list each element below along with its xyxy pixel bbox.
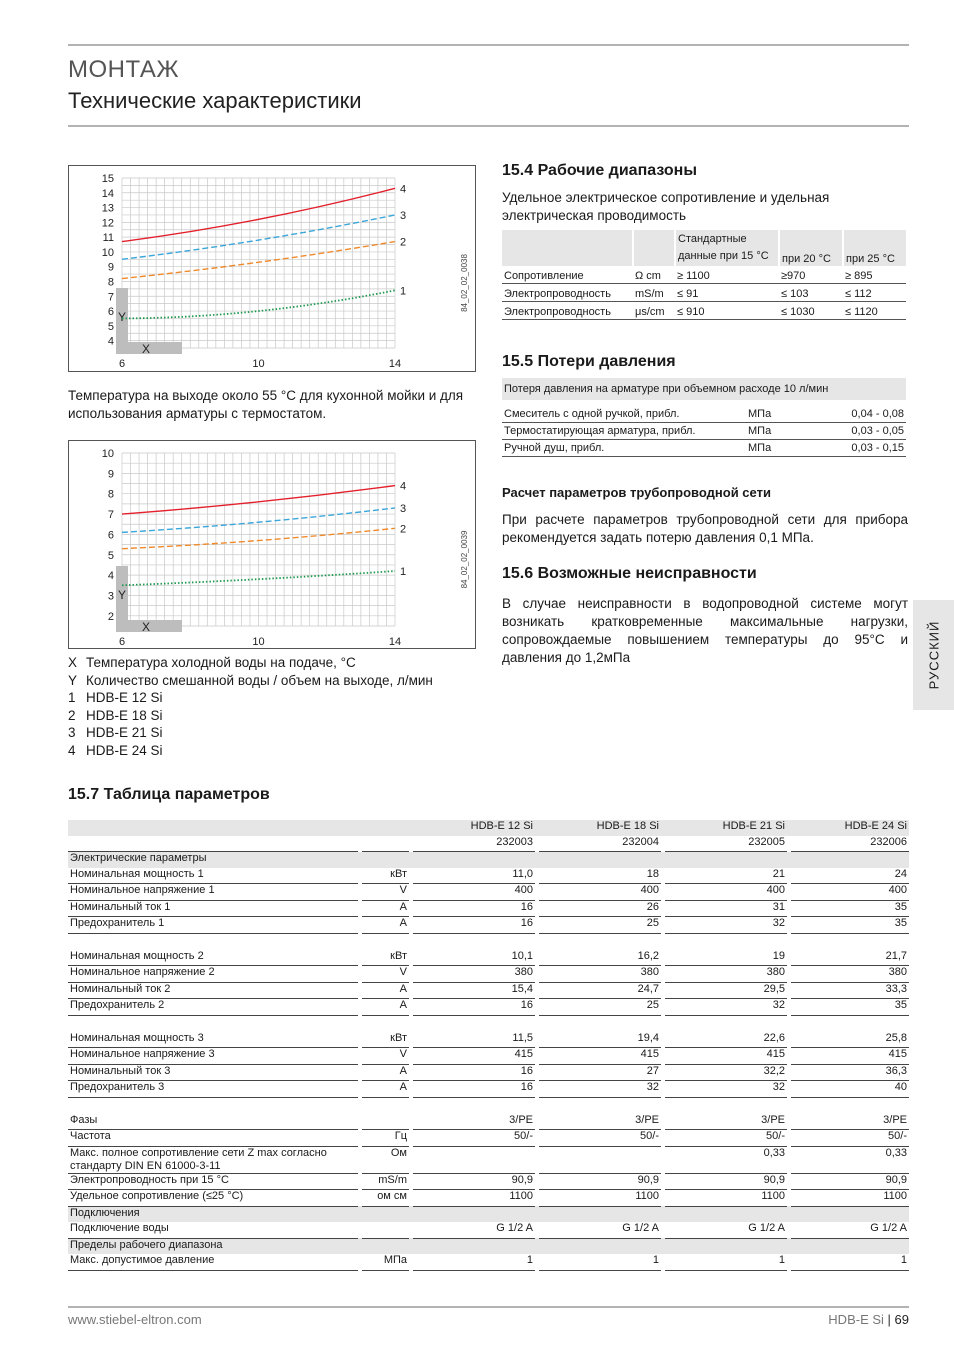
model-name: HDB-E 24 Si [791,820,909,836]
param-label: Частота [68,1130,358,1147]
y-tick-label: 9 [107,261,114,274]
heading-15-4: 15.4 Рабочие диапазоны [502,162,697,179]
y-tick-label: 6 [107,529,114,542]
y-tick-label: 15 [101,173,114,185]
y-tick-label: 10 [101,448,114,460]
language-tab: РУССКИЙ [913,600,954,710]
x-tick-label: 10 [252,358,265,370]
param-value: 90,9 [539,1173,661,1190]
top-rule [68,44,909,46]
param-unit: Гц [362,1130,409,1147]
param-value: 380 [791,966,909,983]
col-20: при 20 °C [779,230,843,266]
param-value: 415 [539,1048,661,1065]
table-row [68,950,909,966]
param-unit: mS/m [362,1173,409,1190]
pipe-calc-text: При расчете параметров трубопроводной сети для прибора рекомендуется задать потерю давления 0,1 МПа. [502,512,908,545]
x-axis-label: X [142,342,151,356]
y-tick-label: 12 [101,217,114,230]
param-value: 24,7 [539,982,661,999]
table-row: Сопротивление Ω cm ≥ 1100 ≥970 ≥ 895 [502,266,906,284]
y-axis-label: Y [118,588,127,602]
param-value: G 1/2 A [791,1222,909,1238]
param-value: 380 [665,966,787,983]
param-value: 3/PE [791,1114,909,1130]
pressure-loss-table [502,378,906,457]
y-tick-label: 11 [102,232,114,245]
section-title: МОНТАЖ [68,56,180,83]
model-name: HDB-E 12 Si [413,820,535,836]
param-value: 1 [665,1254,787,1270]
table-row [68,1048,909,1065]
legend-item: 3 HDB-E 21 Si [68,725,163,740]
param-value: 32 [665,999,787,1016]
param-value: 50/- [539,1130,661,1147]
param-value: 36,3 [791,1064,909,1081]
page-title: Технические характеристики [68,88,362,113]
param-value: 90,9 [413,1173,535,1190]
param-value: 1100 [665,1190,787,1207]
y-tick-label: 6 [107,306,114,319]
param-value: 1100 [791,1190,909,1207]
legend-item: 1 HDB-E 12 Si [68,690,163,705]
param-value: 415 [791,1048,909,1065]
order-number: 232005 [665,836,787,852]
series-label: 3 [400,502,407,515]
pipe-calc-heading: Расчет параметров трубопроводной сети [502,485,771,500]
param-unit: A [362,999,409,1016]
param-value: 400 [413,884,535,901]
param-value: 16 [413,917,535,934]
y-tick-label: 13 [101,202,114,215]
legend-item: X Температура холодной воды на подаче, °C [68,655,356,670]
series-label: 1 [400,285,407,298]
parameter-table [68,820,909,1271]
param-label: Номинальная мощность 2 [68,950,358,966]
param-unit: кВт [362,868,409,884]
param-value: 32 [665,917,787,934]
section-label: Электрические параметры [68,852,909,868]
param-unit: V [362,884,409,901]
chart-legend [68,654,433,759]
param-value: 25,8 [791,1032,909,1048]
param-value: 19 [665,950,787,966]
param-label: Номинальное напряжение 2 [68,966,358,983]
param-label: Предохранитель 2 [68,999,358,1016]
legend-item: 2 HDB-E 18 Si [68,707,163,723]
param-unit: кВт [362,950,409,966]
param-value: G 1/2 A [665,1222,787,1238]
param-value: 40 [791,1081,909,1098]
spacer-row [68,1097,909,1114]
flow-chart-2 [68,440,476,649]
param-label: Номинальное напряжение 1 [68,884,358,901]
param-value: 50/- [413,1130,535,1147]
table-row [68,1032,909,1048]
spacer-row [68,1015,909,1032]
section-label: Подключения [68,1206,909,1222]
section-row [68,1238,909,1254]
heading-15-6: 15.6 Возможные неисправности [502,565,757,582]
footer-url[interactable]: www.stiebel-eltron.com [68,1312,202,1327]
table-row: Термостатирующая арматура, прибл. МПа 0,03 - 0,05 [502,423,906,440]
y-axis-label: Y [118,310,127,324]
param-label: Макс. полное сопротивление сети Z max согласно стандарту DIN EN 61000-3-11 [68,1146,358,1173]
param-value: 35 [791,999,909,1016]
param-label: Номинальный ток 1 [68,900,358,917]
param-unit: ом см [362,1190,409,1207]
y-tick-label: 2 [107,610,114,623]
param-value: 1100 [413,1190,535,1207]
order-number: 232006 [791,836,909,852]
chart-caption: Температура на выходе около 55 °C для кухонной мойки и для использования арматуры с термостатом. [68,388,464,421]
series-label: 4 [400,480,407,493]
param-unit: A [362,900,409,917]
param-value: 29,5 [665,982,787,999]
table-row [68,1190,909,1207]
param-value: 1100 [539,1190,661,1207]
param-value: 24 [791,868,909,884]
param-value: 35 [791,900,909,917]
param-value: 415 [665,1048,787,1065]
param-value: G 1/2 A [539,1222,661,1238]
heading-15-5: 15.5 Потери давления [502,353,676,370]
param-value: 21 [665,868,787,884]
table-row [68,1146,909,1173]
param-value: 3/PE [539,1114,661,1130]
y-tick-label: 9 [107,468,114,481]
param-unit: A [362,1081,409,1098]
legend-item: 4 HDB-E 24 Si [68,742,163,758]
param-value: 380 [413,966,535,983]
flow-chart-2-svg [69,441,475,648]
table-row: Электропроводность μs/cm ≤ 910 ≤ 1030 ≤ 1120 [502,302,906,320]
col-25: при 25 °C [843,230,906,266]
col-std: Стандартные данные при 15 °C [675,230,779,266]
param-unit: A [362,917,409,934]
param-value: 26 [539,900,661,917]
param-value: 1 [791,1254,909,1270]
table-row [68,917,909,934]
series-label: 2 [400,523,407,536]
x-tick-label: 6 [118,358,126,370]
param-value: 50/- [665,1130,787,1147]
table-row [68,1114,909,1130]
param-value: 16 [413,900,535,917]
param-value: 3/PE [413,1114,535,1130]
order-number: 232003 [413,836,535,852]
y-tick-label: 8 [107,488,114,501]
param-value: 32,2 [665,1064,787,1081]
param-value: 16,2 [539,950,661,966]
footer-page-info: HDB-E Si | 69 [828,1312,909,1327]
flow-chart-1 [68,165,476,372]
pressure-loss-caption: Потеря давления на арматуре при объемном расходе 10 л/мин [502,378,906,400]
resistivity-intro: Удельное электрическое сопротивление и удельная электрическая проводимость [502,190,830,223]
table-row [68,982,909,999]
model-name: HDB-E 21 Si [665,820,787,836]
image-code: 84_02_02_0038 [460,254,469,312]
y-tick-label: 4 [107,335,114,348]
param-label: Подключение воды [68,1222,358,1238]
param-value: 0,33 [791,1146,909,1173]
param-value: 18 [539,868,661,884]
param-value: 16 [413,1064,535,1081]
section-label: Пределы рабочего диапазона [68,1238,909,1254]
table-row: Электропроводность mS/m ≤ 91 ≤ 103 ≤ 112 [502,284,906,302]
resistivity-table [502,230,906,320]
x-tick-label: 14 [388,636,402,648]
flow-chart-1-svg [69,166,475,371]
param-label: Предохранитель 1 [68,917,358,934]
param-unit: V [362,966,409,983]
y-tick-label: 7 [107,291,114,304]
table-row: Смеситель с одной ручкой, прибл. МПа 0,04 - 0,08 [502,406,906,423]
header-rule [68,125,909,127]
param-value: 31 [665,900,787,917]
param-value: 400 [791,884,909,901]
param-unit: V [362,1048,409,1065]
section-row [68,1206,909,1222]
param-label: Предохранитель 3 [68,1081,358,1098]
code-header-row [68,836,909,852]
table-row [68,1130,909,1147]
param-value: 11,5 [413,1032,535,1048]
legend-item: Y Количество смешанной воды / объем на выходе, л/мин [68,672,433,688]
param-unit: A [362,1064,409,1081]
param-value: 400 [665,884,787,901]
param-label: Удельное сопротивление (≤25 °C) [68,1190,358,1207]
footer-rule [68,1306,909,1308]
spacer-row [68,933,909,950]
series-label: 3 [400,209,407,222]
page-number: 69 [894,1312,909,1327]
y-tick-label: 7 [107,509,114,522]
param-value: 32 [539,1081,661,1098]
param-value: 3/PE [665,1114,787,1130]
param-value: 16 [413,999,535,1016]
param-value: 10,1 [413,950,535,966]
table-row [68,1081,909,1098]
series-label: 1 [400,566,407,579]
param-value: 400 [539,884,661,901]
heading-15-7: 15.7 Таблица параметров [68,786,270,803]
model-header-row [68,820,909,836]
param-value: 11,0 [413,868,535,884]
param-value: 0,33 [665,1146,787,1173]
param-label: Номинальный ток 3 [68,1064,358,1081]
y-tick-label: 8 [107,276,114,289]
table-row [68,868,909,884]
param-value: 50/- [791,1130,909,1147]
param-value: 33,3 [791,982,909,999]
param-value: 1 [413,1254,535,1270]
param-label: Номинальная мощность 3 [68,1032,358,1048]
footer-model: HDB-E Si [828,1312,884,1327]
param-value: G 1/2 A [413,1222,535,1238]
param-label: Номинальная мощность 1 [68,868,358,884]
param-value: 22,6 [665,1032,787,1048]
x-tick-label: 6 [118,636,126,648]
param-value: 35 [791,917,909,934]
table-row: Ручной душ, прибл. МПа 0,03 - 0,15 [502,440,906,457]
param-label: Фазы [68,1114,358,1130]
table-row [68,1173,909,1190]
faults-text: В случае неисправности в водопроводной системе могут возникать кратковременные максимальные нагрузки, сопровождаемые повышением температуры до 95°C и давления до 1,2мПа [502,596,908,665]
image-code: 84_02_02_0039 [460,530,469,589]
x-tick-label: 10 [252,636,265,648]
param-value: 25 [539,917,661,934]
param-value: 25 [539,999,661,1016]
y-tick-label: 4 [107,570,114,583]
param-value: 90,9 [665,1173,787,1190]
param-value: 16 [413,1081,535,1098]
param-value: 32 [665,1081,787,1098]
model-name: HDB-E 18 Si [539,820,661,836]
table-header-row [502,230,906,266]
param-unit: кВт [362,1032,409,1048]
param-value [413,1146,535,1173]
param-value: 19,4 [539,1032,661,1048]
param-unit [362,1114,409,1130]
param-value: 27 [539,1064,661,1081]
table-row [68,900,909,917]
y-tick-label: 14 [101,187,114,200]
param-value: 1 [539,1254,661,1270]
y-tick-label: 3 [107,590,114,603]
section-row [68,852,909,868]
param-label: Номинальное напряжение 3 [68,1048,358,1065]
param-value [539,1146,661,1173]
table-row [68,1222,909,1238]
table-row [68,1254,909,1270]
table-row [68,966,909,983]
table-row [68,999,909,1016]
param-value: 90,9 [791,1173,909,1190]
y-tick-label: 5 [107,320,114,333]
y-tick-label: 10 [101,246,114,259]
x-axis-label: X [142,620,151,634]
param-unit: A [362,982,409,999]
param-label: Макс. допустимое давление [68,1254,358,1270]
param-unit: Ом [362,1146,409,1173]
y-tick-label: 5 [107,549,114,562]
param-unit: МПа [362,1254,409,1270]
series-label: 2 [400,236,407,249]
param-value: 15,4 [413,982,535,999]
table-row [68,884,909,901]
param-value: 380 [539,966,661,983]
order-number: 232004 [539,836,661,852]
param-value: 21,7 [791,950,909,966]
param-value: 415 [413,1048,535,1065]
param-label: Номинальный ток 2 [68,982,358,999]
param-unit [362,1222,409,1238]
param-label: Электропроводность при 15 °C [68,1173,358,1190]
x-tick-label: 14 [388,358,402,370]
series-label: 4 [400,183,407,196]
table-row [68,1064,909,1081]
